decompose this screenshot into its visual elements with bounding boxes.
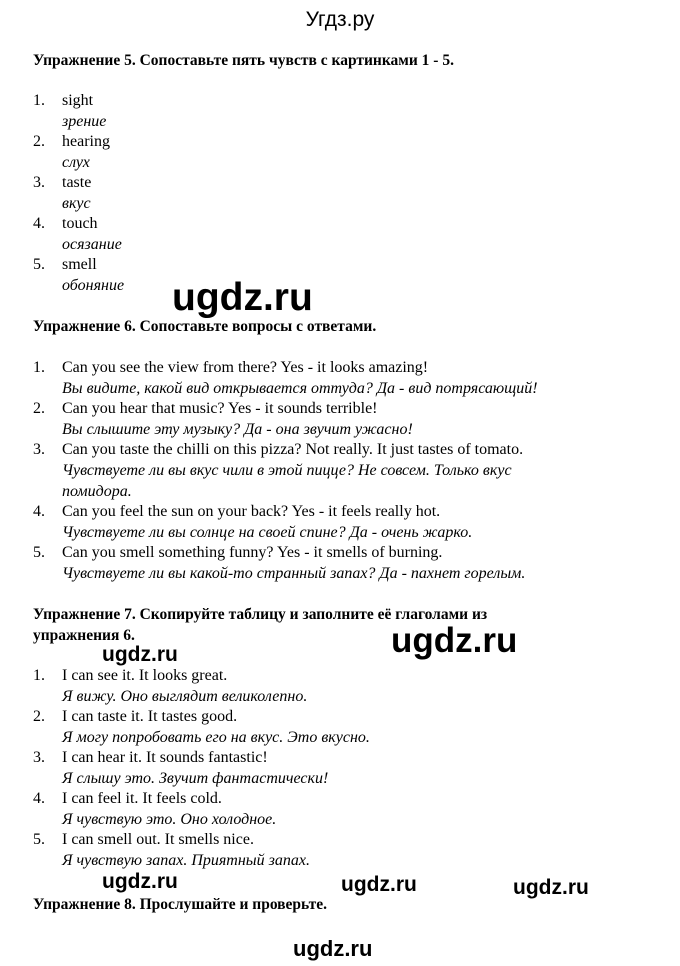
ex6-item-1-english: Can you see the view from there? Yes - it looks amazing! [62, 359, 429, 376]
ex6-item-1-number: 1. [33, 359, 45, 376]
ex5-item-2-english: hearing [62, 133, 110, 150]
ex6-item-3-russian-continued: помидора. [62, 483, 132, 500]
ex6-item-3-russian: Чувствуете ли вы вкус чили в этой пицце? Не совсем. Только вкус [62, 462, 512, 479]
ex7-item-3-english: I can hear it. It sounds fantastic! [62, 749, 268, 766]
ex6-item-5-english: Can you smell something funny? Yes - it smells of burning. [62, 544, 443, 561]
watermark: ugdz.ru [341, 873, 417, 896]
ex6-item-4-english: Can you feel the sun on your back? Yes - it feels really hot. [62, 503, 441, 520]
ex5-item-3-english: taste [62, 174, 92, 191]
ex7-item-3-russian: Я слышу это. Звучит фантастически! [62, 770, 329, 787]
ex6-item-1-russian: Вы видите, какой вид открывается оттуда? Да - вид потрясающий! [62, 380, 538, 397]
ex7-item-5-number: 5. [33, 831, 45, 848]
ex5-item-3-number: 3. [33, 174, 45, 191]
ex7-item-5-russian: Я чувствую запах. Приятный запах. [62, 852, 310, 869]
ex5-item-4-english: touch [62, 215, 98, 232]
ex7-item-4-english: I can feel it. It feels cold. [62, 790, 222, 807]
ex7-item-4-number: 4. [33, 790, 45, 807]
watermark: ugdz.ru [293, 936, 373, 961]
ex5-item-5-number: 5. [33, 256, 45, 273]
watermark: ugdz.ru [391, 621, 518, 660]
watermark: ugdz.ru [172, 276, 313, 319]
ex5-item-4-russian: осязание [62, 236, 122, 253]
site-title: Угдз.ру [305, 8, 375, 31]
ex5-item-5-russian: обоняние [62, 277, 125, 294]
ex5-item-4-number: 4. [33, 215, 45, 232]
ex6-item-4-number: 4. [33, 503, 45, 520]
ex5-item-5-english: smell [62, 256, 97, 273]
ex5-item-2-russian: слух [62, 154, 90, 171]
watermark: ugdz.ru [513, 876, 589, 899]
ex7-item-1-english: I can see it. It looks great. [62, 667, 228, 684]
exercise-8-heading: Упражнение 8. Прослушайте и проверьте. [33, 896, 328, 913]
ex7-item-1-russian: Я вижу. Оно выглядит великолепно. [62, 688, 308, 705]
exercise-7-heading-line-1: Упражнение 7. Скопируйте таблицу и заполните её глаголами из [33, 606, 488, 623]
watermark: ugdz.ru [102, 643, 178, 666]
ex6-item-3-english: Can you taste the chilli on this pizza? Not really. It just tastes of tomato. [62, 441, 524, 458]
ex6-item-2-number: 2. [33, 400, 45, 417]
ex5-item-3-russian: вкус [62, 195, 91, 212]
watermark: ugdz.ru [102, 870, 178, 893]
exercise-7-heading-line-2: упражнения 6. [33, 627, 135, 644]
ex7-item-2-number: 2. [33, 708, 45, 725]
ex5-item-1-english: sight [62, 92, 94, 109]
ex6-item-5-number: 5. [33, 544, 45, 561]
ex7-item-1-number: 1. [33, 667, 45, 684]
ex6-item-2-russian: Вы слышите эту музыку? Да - она звучит ужасно! [62, 421, 413, 438]
ex7-item-3-number: 3. [33, 749, 45, 766]
ex5-item-2-number: 2. [33, 133, 45, 150]
ex7-item-4-russian: Я чувствую это. Оно холодное. [62, 811, 277, 828]
ex6-item-4-russian: Чувствуете ли вы солнце на своей спине? Да - очень жарко. [62, 524, 473, 541]
ex6-item-5-russian: Чувствуете ли вы какой-то странный запах? Да - пахнет горелым. [62, 565, 526, 582]
ex7-item-5-english: I can smell out. It smells nice. [62, 831, 254, 848]
exercise-5-heading: Упражнение 5. Сопоставьте пять чувств с картинками 1 - 5. [33, 52, 454, 69]
ex7-item-2-english: I can taste it. It tastes good. [62, 708, 238, 725]
ex5-item-1-number: 1. [33, 92, 45, 109]
ex7-item-2-russian: Я могу попробовать его на вкус. Это вкусно. [62, 729, 370, 746]
ex6-item-2-english: Can you hear that music? Yes - it sounds terrible! [62, 400, 378, 417]
ex6-item-3-number: 3. [33, 441, 45, 458]
exercise-6-heading: Упражнение 6. Сопоставьте вопросы с ответами. [33, 318, 377, 335]
ex5-item-1-russian: зрение [62, 113, 107, 130]
